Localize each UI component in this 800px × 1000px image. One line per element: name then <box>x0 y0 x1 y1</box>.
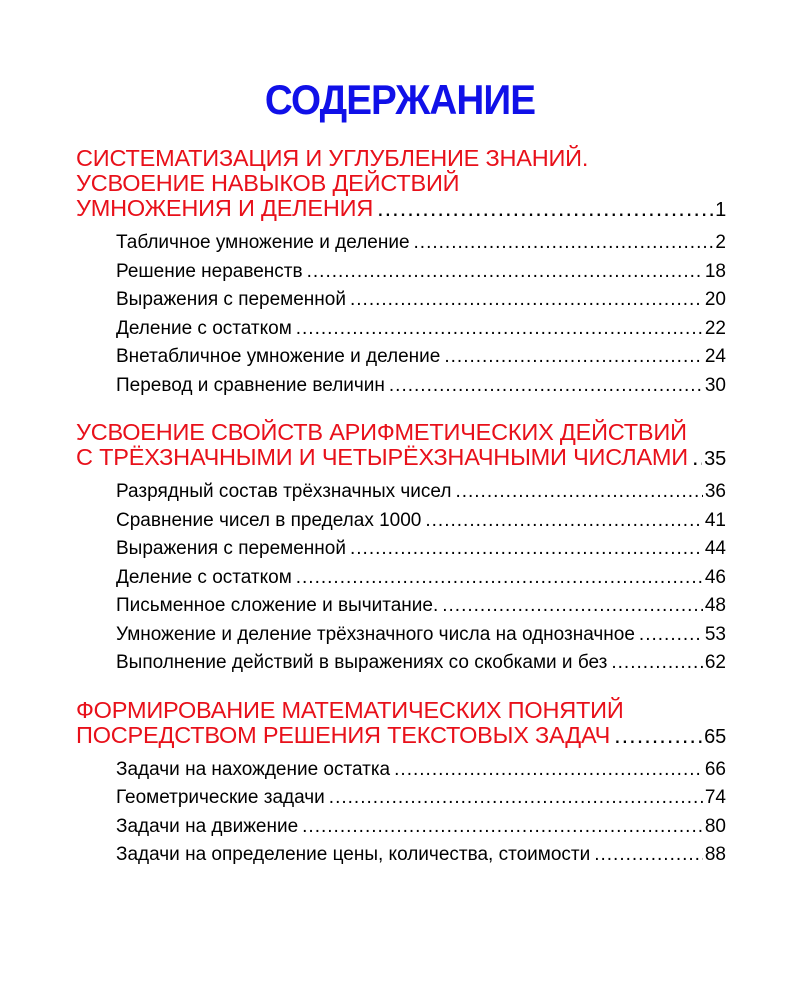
page-number: 46 <box>704 566 726 588</box>
entry-title: Умножение и деление трёхзначного числа на однозначное <box>116 623 635 645</box>
page-number: 1 <box>715 199 726 221</box>
section-heading-line: УСВОЕНИЕ НАВЫКОВ ДЕЙСТВИЙ <box>76 170 460 196</box>
page-number: 18 <box>704 260 726 282</box>
entry-title: Разрядный состав трёхзначных чисел <box>116 481 452 502</box>
entry-title: Выражения с переменной <box>116 538 346 559</box>
toc-entry[interactable] <box>116 315 726 344</box>
section-heading-entry[interactable] <box>76 445 726 472</box>
page-number: 65 <box>704 725 726 748</box>
page-number: 22 <box>704 317 726 339</box>
entry-title: Перевод и сравнение величин <box>116 374 385 396</box>
dot-leader <box>425 507 702 536</box>
page-number: 66 <box>704 758 726 780</box>
page-number: 20 <box>704 289 726 310</box>
page-number: 24 <box>704 346 726 367</box>
page-number: 48 <box>704 595 726 616</box>
toc-entry[interactable] <box>116 507 726 536</box>
toc-entry[interactable] <box>116 813 726 842</box>
section-heading-line: ФОРМИРОВАНИЕ МАТЕМАТИЧЕСКИХ ПОНЯТИЙ <box>76 696 624 723</box>
toc-entry[interactable] <box>116 841 726 870</box>
dot-leader <box>639 621 703 650</box>
entry-title: Геометрические задачи <box>116 787 325 808</box>
page-number: 53 <box>704 623 726 645</box>
page-number: 2 <box>715 232 726 253</box>
dot-leader <box>692 445 702 470</box>
page-number: 80 <box>704 815 726 837</box>
toc-entry[interactable] <box>116 621 726 650</box>
section-heading-line: С ТРЁХЗНАЧНЫМИ И ЧЕТЫРЁХЗНАЧНЫМИ ЧИСЛАМИ <box>76 444 688 470</box>
toc-entry[interactable] <box>116 258 726 287</box>
section-heading-line: ПОСРЕДСТВОМ РЕШЕНИЯ ТЕКСТОВЫХ ЗАДАЧ <box>76 721 611 748</box>
entry-title: Выполнение действий в выражениях со скобками и без <box>116 652 608 673</box>
toc-entry[interactable] <box>116 756 726 785</box>
section-heading-line: УСВОЕНИЕ СВОЙСТВ АРИФМЕТИЧЕСКИХ ДЕЙСТВИЙ <box>76 419 687 445</box>
entry-title: Табличное умножение и деление <box>116 232 410 253</box>
table-of-contents <box>76 146 726 890</box>
toc-entry[interactable] <box>116 592 726 621</box>
toc-entry[interactable] <box>116 535 726 564</box>
section-heading-line: УМНОЖЕНИЯ И ДЕЛЕНИЯ <box>76 195 374 221</box>
entry-title: Деление с остатком <box>116 317 292 339</box>
toc-section <box>76 146 726 400</box>
dot-leader <box>442 592 703 621</box>
entry-title: Задачи на движение <box>116 815 299 837</box>
page-number: 88 <box>704 844 726 865</box>
toc-entry[interactable] <box>116 286 726 315</box>
toc-entry[interactable] <box>116 784 726 813</box>
toc-entry[interactable] <box>116 343 726 372</box>
entry-title: Сравнение чисел в пределах 1000 <box>116 509 422 531</box>
dot-leader <box>329 784 703 813</box>
entry-title: Внетабличное умножение и деление <box>116 346 441 367</box>
page-number: 44 <box>704 538 726 559</box>
dot-leader <box>350 535 703 564</box>
dot-leader <box>377 196 713 221</box>
entry-title: Выражения с переменной <box>116 289 346 310</box>
entry-title: Деление с остатком <box>116 566 292 588</box>
dot-leader <box>350 286 703 315</box>
dot-leader <box>389 372 703 401</box>
dot-leader <box>455 478 702 507</box>
section-heading-entry[interactable] <box>76 723 726 750</box>
page-number: 36 <box>704 481 726 502</box>
toc-entry[interactable] <box>116 478 726 507</box>
page-number: 35 <box>704 448 726 470</box>
dot-leader <box>414 229 714 258</box>
dot-leader <box>594 841 703 870</box>
section-heading-line: СИСТЕМАТИЗАЦИЯ И УГЛУБЛЕНИЕ ЗНАНИЙ. <box>76 145 589 171</box>
toc-section <box>76 698 726 870</box>
toc-entry[interactable] <box>116 564 726 593</box>
page-number: 62 <box>704 652 726 673</box>
dot-leader <box>307 258 703 287</box>
dot-leader <box>444 343 703 372</box>
entry-title: Решение неравенств <box>116 260 303 282</box>
toc-entry[interactable] <box>116 372 726 401</box>
toc-section <box>76 420 726 678</box>
dot-leader <box>296 564 703 593</box>
dot-leader <box>302 813 703 842</box>
dot-leader <box>296 315 703 344</box>
entry-title: Письменное сложение и вычитание. <box>116 595 439 616</box>
toc-entry[interactable] <box>116 229 726 258</box>
toc-entry[interactable] <box>116 649 726 678</box>
page-number: 74 <box>704 787 726 808</box>
dot-leader <box>394 756 703 785</box>
entry-title: Задачи на определение цены, количества, стоимости <box>116 844 591 865</box>
section-heading-entry[interactable] <box>76 196 726 223</box>
page-number: 30 <box>704 374 726 396</box>
dot-leader <box>614 723 702 748</box>
dot-leader <box>611 649 703 678</box>
entry-title: Задачи на нахождение остатка <box>116 758 391 780</box>
page-title: СОДЕРЖАНИЕ <box>264 76 536 123</box>
page-number: 41 <box>704 509 726 531</box>
